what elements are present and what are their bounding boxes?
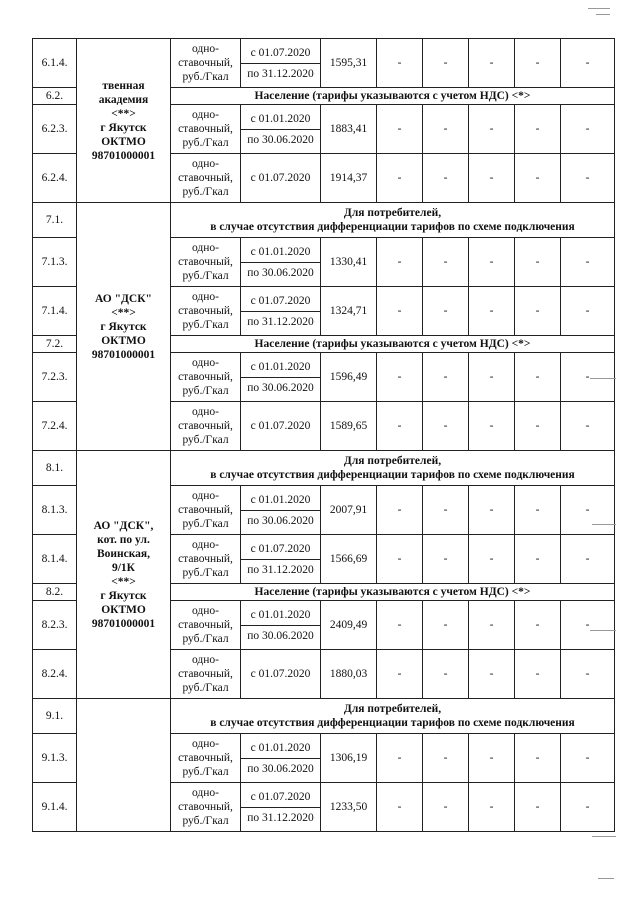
period: с 01.01.2020 по 30.06.2020	[241, 601, 321, 650]
org-name-line: ОКТМО	[101, 603, 146, 616]
rate-type: одно- ставочный, руб./Гкал	[171, 105, 241, 154]
scan-artifact	[592, 524, 616, 525]
scan-artifact	[598, 878, 614, 879]
empty-cell: -	[515, 402, 561, 451]
rate-type: одно- ставочный, руб./Гкал	[171, 650, 241, 699]
row-number: 6.2.3.	[33, 105, 77, 154]
tariff-value: 1306,19	[321, 734, 377, 783]
row-number: 8.2.	[33, 584, 77, 601]
empty-cell: -	[561, 601, 615, 650]
period: с 01.01.2020 по 30.06.2020	[241, 105, 321, 154]
rate-type: одно- ставочный, руб./Гкал	[171, 486, 241, 535]
tariff-value: 1324,71	[321, 287, 377, 336]
group-heading: Для потребителей, в случае отсутствия дифференциации тарифов по схеме подключения	[171, 203, 615, 238]
empty-cell: -	[469, 734, 515, 783]
org-name-line: г Якутск	[100, 320, 147, 333]
empty-cell: -	[423, 734, 469, 783]
rate-type: одно- ставочный, руб./Гкал	[171, 39, 241, 88]
scan-artifact	[588, 8, 610, 9]
empty-cell: -	[423, 402, 469, 451]
empty-cell: -	[377, 734, 423, 783]
empty-cell: -	[469, 783, 515, 832]
org-name-line: ОКТМО	[101, 334, 146, 347]
empty-cell: -	[561, 650, 615, 699]
organization-cell	[77, 39, 171, 203]
org-name-line: ОКТМО	[101, 135, 146, 148]
rate-type: одно- ставочный, руб./Гкал	[171, 287, 241, 336]
row-number: 7.1.3.	[33, 238, 77, 287]
row-number: 8.1.	[33, 451, 77, 486]
org-name-line: АО "ДСК"	[95, 292, 152, 305]
tariff-value: 1880,03	[321, 650, 377, 699]
organization-cell	[77, 699, 171, 832]
period: с 01.01.2020 по 30.06.2020	[241, 734, 321, 783]
empty-cell: -	[377, 402, 423, 451]
period: с 01.07.2020 по 31.12.2020	[241, 535, 321, 584]
rate-type: одно- ставочный, руб./Гкал	[171, 402, 241, 451]
scan-artifact	[590, 378, 616, 379]
row-number: 7.1.4.	[33, 287, 77, 336]
row-number: 8.2.3.	[33, 601, 77, 650]
empty-cell: -	[377, 238, 423, 287]
empty-cell: -	[377, 650, 423, 699]
rate-type: одно- ставочный, руб./Гкал	[171, 154, 241, 203]
row-number: 6.2.4.	[33, 154, 77, 203]
organization-cell	[77, 451, 171, 699]
empty-cell: -	[423, 238, 469, 287]
tariff-table	[32, 38, 615, 832]
empty-cell: -	[377, 287, 423, 336]
row-number: 9.1.3.	[33, 734, 77, 783]
org-name-line: 98701000001	[91, 617, 156, 630]
tariff-value: 1914,37	[321, 154, 377, 203]
row-number: 6.1.4.	[33, 39, 77, 88]
tariff-value: 1330,41	[321, 238, 377, 287]
period: с 01.07.2020 по 31.12.2020	[241, 783, 321, 832]
empty-cell: -	[561, 353, 615, 402]
empty-cell: -	[515, 154, 561, 203]
group-heading: Население (тарифы указываются с учетом НДС) <*>	[171, 584, 615, 601]
org-name-line: <**>	[111, 575, 136, 588]
scan-artifact	[590, 630, 616, 631]
row-number: 7.2.4.	[33, 402, 77, 451]
org-name-line: Воинская,	[96, 547, 151, 560]
empty-cell: -	[515, 105, 561, 154]
empty-cell: -	[561, 783, 615, 832]
org-name-line: 98701000001	[91, 149, 156, 162]
tariff-value: 1589,65	[321, 402, 377, 451]
organization-cell	[77, 203, 171, 451]
tariff-value: 1566,69	[321, 535, 377, 584]
org-name-line: кот. по ул.	[97, 533, 150, 546]
org-name-line: 98701000001	[91, 348, 156, 361]
period: с 01.01.2020 по 30.06.2020	[241, 353, 321, 402]
empty-cell: -	[423, 353, 469, 402]
row-number: 8.1.4.	[33, 535, 77, 584]
empty-cell: -	[377, 486, 423, 535]
scan-artifact	[596, 14, 610, 15]
empty-cell: -	[561, 39, 615, 88]
period: с 01.07.2020	[241, 402, 321, 451]
empty-cell: -	[469, 601, 515, 650]
empty-cell: -	[515, 39, 561, 88]
empty-cell: -	[377, 105, 423, 154]
row-number: 8.1.3.	[33, 486, 77, 535]
rate-type: одно- ставочный, руб./Гкал	[171, 734, 241, 783]
tariff-value: 1883,41	[321, 105, 377, 154]
org-name-line: АО "ДСК",	[93, 519, 154, 532]
period: с 01.07.2020	[241, 650, 321, 699]
empty-cell: -	[423, 601, 469, 650]
org-name-line: <**>	[111, 306, 136, 319]
org-name-line: <**>	[111, 107, 136, 120]
period: с 01.07.2020 по 31.12.2020	[241, 39, 321, 88]
empty-cell: -	[515, 287, 561, 336]
group-heading: Для потребителей, в случае отсутствия дифференциации тарифов по схеме подключения	[171, 699, 615, 734]
empty-cell: -	[423, 154, 469, 203]
rate-type: одно- ставочный, руб./Гкал	[171, 535, 241, 584]
empty-cell: -	[469, 39, 515, 88]
scan-artifact	[592, 836, 616, 837]
empty-cell: -	[377, 783, 423, 832]
empty-cell: -	[377, 154, 423, 203]
empty-cell: -	[469, 287, 515, 336]
group-heading: Население (тарифы указываются с учетом НДС) <*>	[171, 88, 615, 105]
empty-cell: -	[561, 486, 615, 535]
empty-cell: -	[377, 535, 423, 584]
empty-cell: -	[561, 402, 615, 451]
row-number: 9.1.4.	[33, 783, 77, 832]
empty-cell: -	[423, 486, 469, 535]
tariff-value: 2409,49	[321, 601, 377, 650]
empty-cell: -	[561, 105, 615, 154]
tariff-value: 1233,50	[321, 783, 377, 832]
empty-cell: -	[423, 39, 469, 88]
period: с 01.07.2020	[241, 154, 321, 203]
empty-cell: -	[377, 39, 423, 88]
empty-cell: -	[561, 154, 615, 203]
empty-cell: -	[469, 486, 515, 535]
empty-cell: -	[469, 238, 515, 287]
empty-cell: -	[423, 535, 469, 584]
empty-cell: -	[515, 601, 561, 650]
org-name-line: 9/1К	[111, 561, 136, 574]
empty-cell: -	[469, 650, 515, 699]
empty-cell: -	[515, 238, 561, 287]
empty-cell: -	[561, 238, 615, 287]
rate-type: одно- ставочный, руб./Гкал	[171, 601, 241, 650]
rate-type: одно- ставочный, руб./Гкал	[171, 238, 241, 287]
tariff-value: 2007,91	[321, 486, 377, 535]
empty-cell: -	[561, 734, 615, 783]
period: с 01.01.2020 по 30.06.2020	[241, 238, 321, 287]
empty-cell: -	[515, 783, 561, 832]
empty-cell: -	[469, 154, 515, 203]
empty-cell: -	[515, 353, 561, 402]
empty-cell: -	[515, 535, 561, 584]
row-number: 7.1.	[33, 203, 77, 238]
org-name-line: г Якутск	[100, 121, 147, 134]
empty-cell: -	[515, 486, 561, 535]
empty-cell: -	[377, 353, 423, 402]
empty-cell: -	[423, 783, 469, 832]
rate-type: одно- ставочный, руб./Гкал	[171, 783, 241, 832]
period: с 01.01.2020 по 30.06.2020	[241, 486, 321, 535]
empty-cell: -	[469, 402, 515, 451]
row-number: 9.1.	[33, 699, 77, 734]
group-heading: Для потребителей, в случае отсутствия дифференциации тарифов по схеме подключения	[171, 451, 615, 486]
group-heading: Население (тарифы указываются с учетом НДС) <*>	[171, 336, 615, 353]
row-number: 8.2.4.	[33, 650, 77, 699]
tariff-value: 1596,49	[321, 353, 377, 402]
org-name-line: академия	[98, 93, 149, 106]
period: с 01.07.2020 по 31.12.2020	[241, 287, 321, 336]
empty-cell: -	[469, 105, 515, 154]
empty-cell: -	[423, 105, 469, 154]
tariff-value: 1595,31	[321, 39, 377, 88]
row-number: 7.2.	[33, 336, 77, 353]
empty-cell: -	[515, 650, 561, 699]
empty-cell: -	[515, 734, 561, 783]
org-name-line: твенная	[102, 79, 145, 92]
row-number: 7.2.3.	[33, 353, 77, 402]
empty-cell: -	[423, 650, 469, 699]
rate-type: одно- ставочный, руб./Гкал	[171, 353, 241, 402]
org-name-line: г Якутск	[100, 589, 147, 602]
empty-cell: -	[377, 601, 423, 650]
empty-cell: -	[423, 287, 469, 336]
row-number: 6.2.	[33, 88, 77, 105]
empty-cell: -	[561, 287, 615, 336]
empty-cell: -	[561, 535, 615, 584]
empty-cell: -	[469, 535, 515, 584]
empty-cell: -	[469, 353, 515, 402]
